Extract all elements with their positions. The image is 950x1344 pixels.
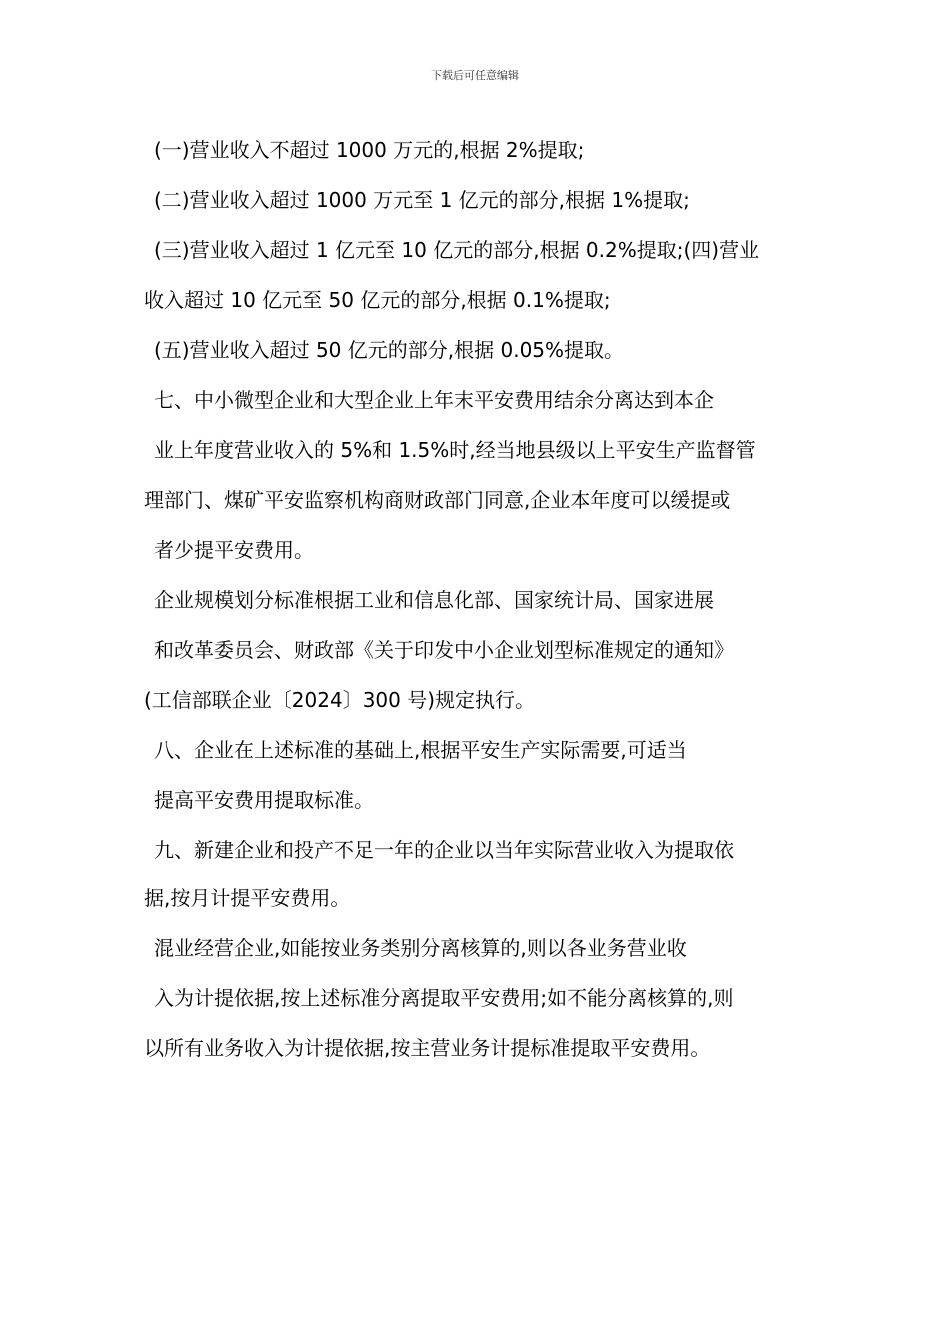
text-line: (三)营业收入超过 1 亿元至 10 亿元的部分,根据 0.2%提取;(四)营业 <box>154 238 760 262</box>
text-line: 企业规模划分标准根据工业和信息化部、国家统计局、国家进展 <box>154 588 714 612</box>
text-line: (工信部联企业〔2024〕300 号)规定执行。 <box>144 688 536 712</box>
text-line: (一)营业收入不超过 1000 万元的,根据 2%提取; <box>154 138 585 162</box>
text-line: 者少提平安费用。 <box>154 538 314 562</box>
text-line: (二)营业收入超过 1000 万元至 1 亿元的部分,根据 1%提取; <box>154 188 690 212</box>
text-line: 和改革委员会、财政部《关于印发中小企业划型标准规定的通知》 <box>154 638 734 662</box>
text-line: 混业经营企业,如能按业务类别分离核算的,则以各业务营业收 <box>154 936 687 960</box>
text-line: 九、新建企业和投产不足一年的企业以当年实际营业收入为提取依 <box>154 838 734 862</box>
text-line: 提高平安费用提取标准。 <box>154 788 374 812</box>
text-line: (五)营业收入超过 50 亿元的部分,根据 0.05%提取。 <box>154 338 625 362</box>
text-line: 七、中小微型企业和大型企业上年末平安费用结余分离达到本企 <box>154 388 714 412</box>
text-line: 业上年度营业收入的 5%和 1.5%时,经当地县级以上平安生产监督管 <box>154 438 756 462</box>
text-line: 以所有业务收入为计提依据,按主营业务计提标准提取平安费用。 <box>144 1036 711 1060</box>
text-line: 收入超过 10 亿元至 50 亿元的部分,根据 0.1%提取; <box>144 288 611 312</box>
text-line: 八、企业在上述标准的基础上,根据平安生产实际需要,可适当 <box>154 738 687 762</box>
text-line: 理部门、煤矿平安监察机构商财政部门同意,企业本年度可以缓提或 <box>144 488 731 512</box>
text-line: 入为计提依据,按上述标准分离提取平安费用;如不能分离核算的,则 <box>154 986 734 1010</box>
text-line: 据,按月计提平安费用。 <box>144 886 351 910</box>
page-header: 下载后可任意编辑 <box>431 69 519 82</box>
